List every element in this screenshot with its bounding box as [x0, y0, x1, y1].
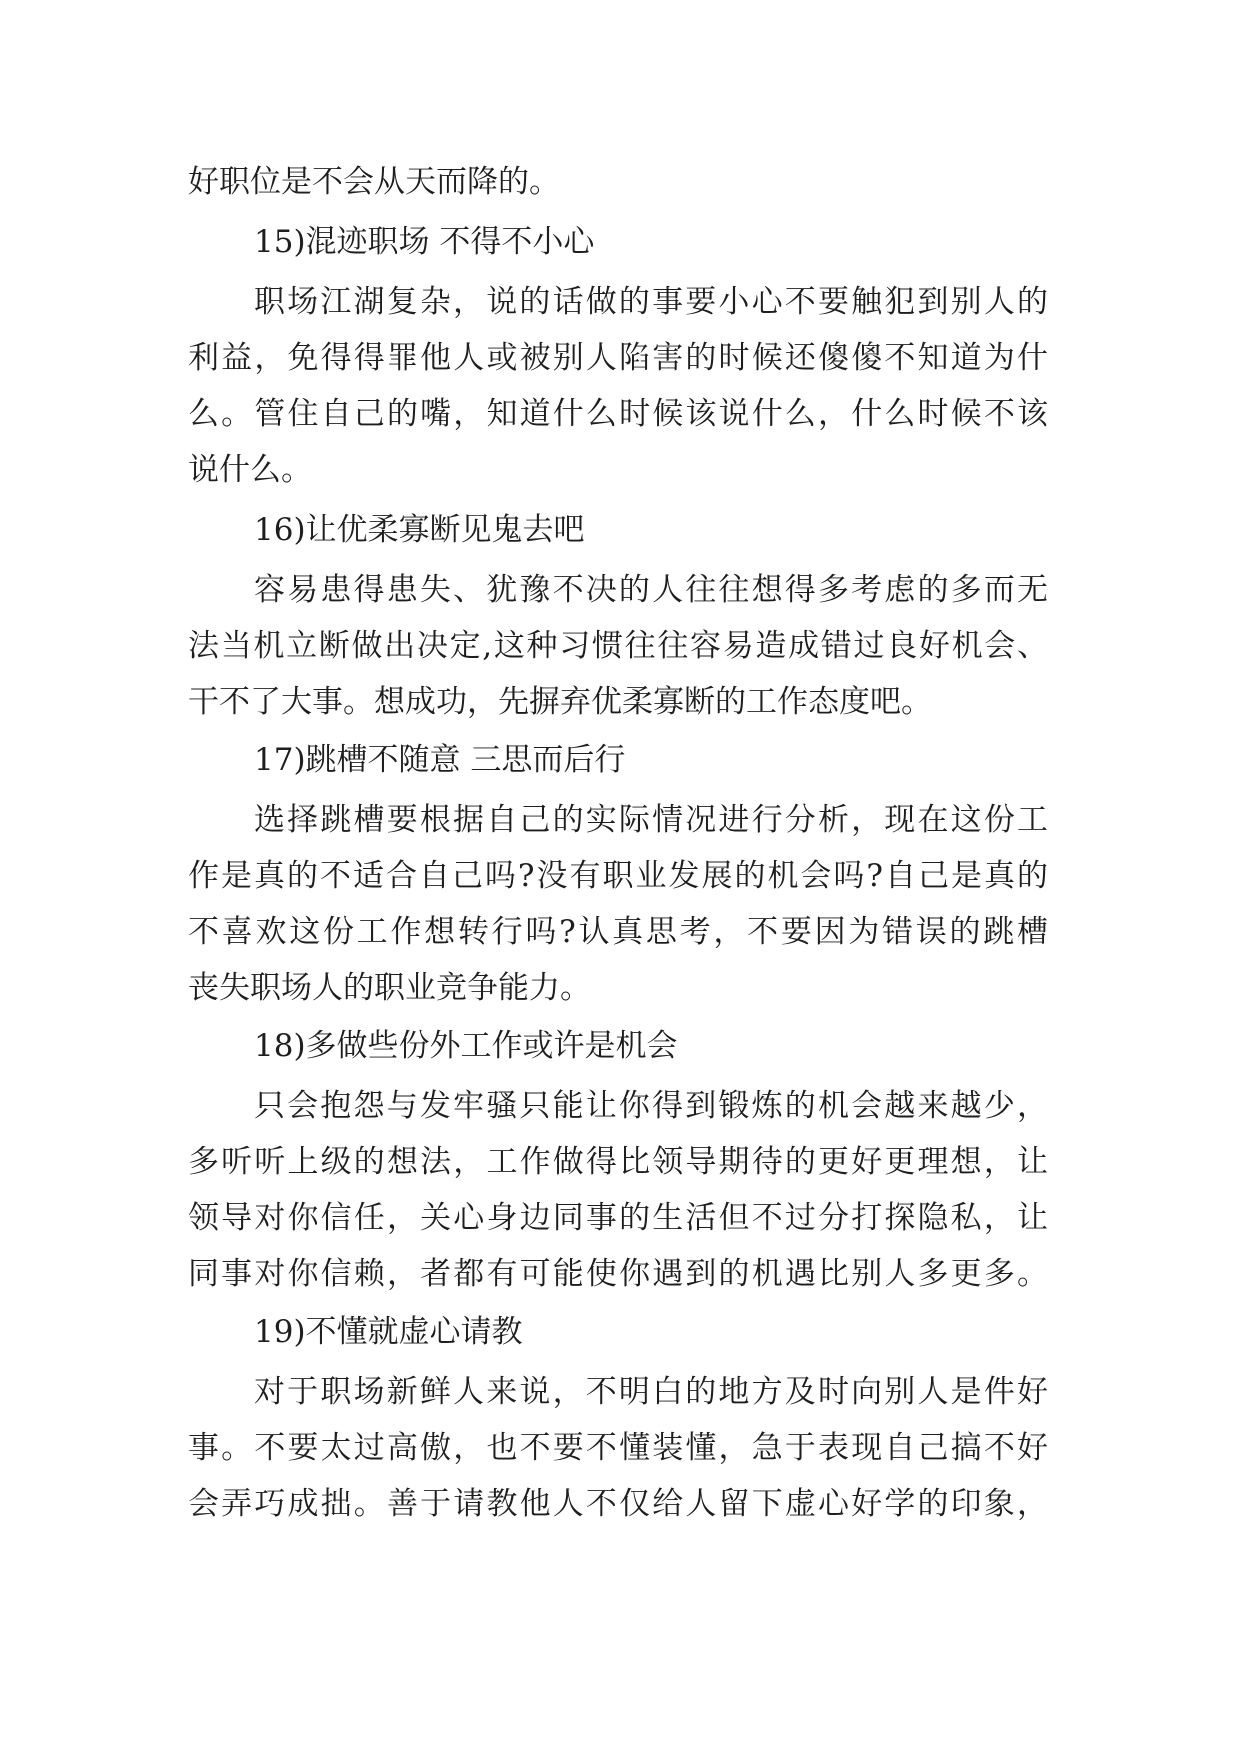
text-line: 么。管住自己的嘴，知道什么时候该说什么，什么时候不该 — [188, 396, 1048, 432]
text-line: 容易患得患失、犹豫不决的人往往想得多考虑的多而无 — [254, 572, 1048, 608]
text-line: 丧失职场人的职业竞争能力。 — [188, 970, 591, 1006]
text-line: 不喜欢这份工作想转行吗?认真思考，不要因为错误的跳槽 — [188, 914, 1048, 950]
section-heading: 15)混迹职场 不得不小心 — [254, 224, 595, 260]
text-line: 选择跳槽要根据自己的实际情况进行分析，现在这份工 — [254, 802, 1048, 838]
section-heading: 18)多做些份外工作或许是机会 — [254, 1028, 678, 1064]
text-line: 作是真的不适合自己吗?没有职业发展的机会吗?自己是真的 — [188, 858, 1048, 894]
text-line: 多听听上级的想法，工作做得比领导期待的更好更理想，让 — [188, 1144, 1048, 1180]
section-heading: 17)跳槽不随意 三思而后行 — [254, 742, 626, 778]
text-line: 同事对你信赖，者都有可能使你遇到的机遇比别人多更多。 — [188, 1256, 1048, 1292]
text-line: 事。不要太过高傲，也不要不懂装懂，急于表现自己搞不好 — [188, 1430, 1048, 1466]
text-line: 干不了大事。想成功，先摒弃优柔寡断的工作态度吧。 — [188, 684, 932, 720]
text-line: 说什么。 — [188, 452, 312, 488]
text-line: 会弄巧成拙。善于请教他人不仅给人留下虚心好学的印象， — [188, 1486, 1048, 1522]
text-line: 好职位是不会从天而降的。 — [188, 164, 560, 200]
text-line: 对于职场新鲜人来说，不明白的地方及时向别人是件好 — [254, 1374, 1048, 1410]
text-line: 法当机立断做出决定,这种习惯往往容易造成错过良好机会、 — [188, 628, 1048, 664]
text-line: 领导对你信任，关心身边同事的生活但不过分打探隐私，让 — [188, 1200, 1048, 1236]
text-line: 利益，免得得罪他人或被别人陷害的时候还傻傻不知道为什 — [188, 340, 1048, 376]
section-heading: 19)不懂就虚心请教 — [254, 1314, 523, 1350]
section-heading: 16)让优柔寡断见鬼去吧 — [254, 512, 585, 548]
text-line: 只会抱怨与发牢骚只能让你得到锻炼的机会越来越少， — [254, 1088, 1048, 1124]
text-line: 职场江湖复杂，说的话做的事要小心不要触犯到别人的 — [254, 284, 1048, 320]
